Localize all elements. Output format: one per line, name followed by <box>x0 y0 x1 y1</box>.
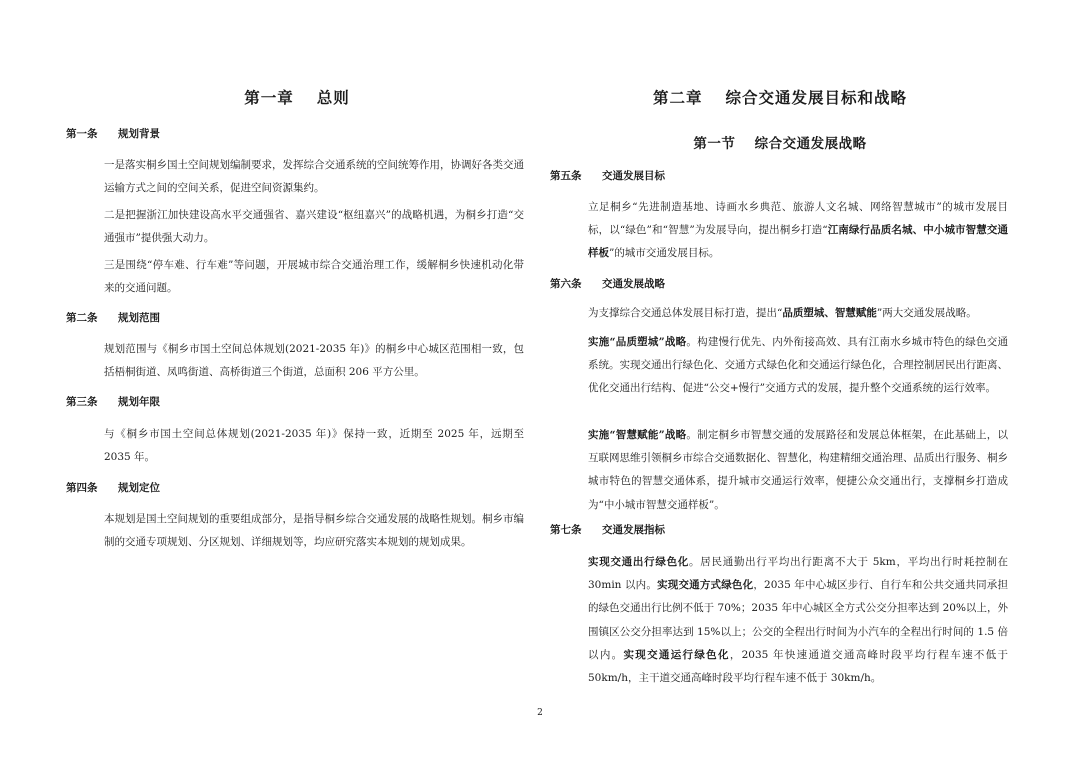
indicator-mode-text: ，2035 年中心城区步行、自行车和公共交通共同承担的绿色交通出行比例不低于 70%；2035 年中心城区全方式公交分担率达到 20%以上，外围镇区公交分担率达到 15%以上；公交的全程出行时间为小汽车的全程出行时间的 1.5 倍以内。 <box>588 579 1008 661</box>
article-1-paragraph-1: 一是落实桐乡国土空间规划编制要求，发挥综合交通系统的空间统筹作用，协调好各类交通运输方式之间的空间关系，促进空间资源集约。 <box>104 159 524 195</box>
article-1-number: 第一条 <box>66 128 98 140</box>
article-2-paragraph-1: 规划范围与《桐乡市国土空间总体规划(2021-2035 年)》的桐乡中心城区范围相一致，包括梧桐街道、凤鸣街道、高桥街道三个街道，总面积 206 平方公里。 <box>104 343 524 379</box>
smart-strategy-label: 实施“智慧赋能”战略 <box>588 429 687 441</box>
article-5-heading <box>550 168 665 183</box>
article-2-title: 规划范围 <box>118 312 160 324</box>
article-6-text-end: ”两大交通发展战略。 <box>876 307 977 319</box>
smart-strategy-text: 。制定桐乡市智慧交通的发展路径和发展总体框架，在此基础上，以互联网思维引领桐乡市综合交通数据化、智慧化，构建精细交通治理、品质出行服务、桐乡城市特色的智慧交通体系，提升城市交通运行效率，便捷公众交通出行，支撑桐乡打造成为“中小城市智慧交通样板”。 <box>588 429 1008 511</box>
page-number: 2 <box>537 708 543 718</box>
article-7-heading <box>550 522 665 537</box>
article-7-title: 交通发展指标 <box>602 524 665 536</box>
article-6-text-start: 为支撑综合交通总体发展目标打造，提出“ <box>588 307 783 319</box>
indicator-travel-text: 。居民通勤出行平均出行距离不大于 5km，平均出行时耗控制在 30min 以内。 <box>588 556 1009 592</box>
article-6-paragraph-2 <box>588 331 1008 401</box>
chapter-1-title: 第一章 总则 <box>244 89 350 107</box>
indicator-operation-label: 实现交通运行绿色化 <box>623 648 730 661</box>
article-5-goal-highlight: 江南绿行品质名城、中小城市智慧交通样板 <box>588 224 1009 260</box>
article-3-heading <box>66 394 160 409</box>
article-3-title: 规划年限 <box>118 396 160 408</box>
article-4-number: 第四条 <box>66 482 98 494</box>
article-1-paragraph-3: 三是围绕“停车难、行车难”等问题，开展城市综合交通治理工作，缓解桐乡快速机动化带来的交通问题。 <box>104 259 524 295</box>
article-5-text-end: ”的城市交通发展目标。 <box>609 247 720 260</box>
article-4-paragraph-1: 本规划是国土空间规划的重要组成部分，是指导桐乡综合交通发展的战略性规划。桐乡市编制的交通专项规划、分区规划、详细规划等，均应研究落实本规划的规划成果。 <box>104 513 524 549</box>
article-5-number: 第五条 <box>550 170 582 182</box>
article-1-heading <box>66 126 160 141</box>
quality-strategy-label: 实施“品质塑城”战略 <box>588 336 687 348</box>
article-6-strategy-highlight: 品质塑城、智慧赋能 <box>782 307 877 319</box>
article-6-heading <box>550 276 665 291</box>
section-1-title: 第一节 综合交通发展战略 <box>693 136 867 152</box>
article-2-number: 第二条 <box>66 312 98 324</box>
article-3-paragraph-1: 与《桐乡市国土空间总体规划(2021-2035 年)》保持一致，近期至 2025 年，远期至 2035 年。 <box>104 428 524 464</box>
indicator-travel-label: 实现交通出行绿色化 <box>588 556 690 568</box>
chapter-2-title: 第二章 综合交通发展目标和战略 <box>653 89 907 107</box>
indicator-operation-text: ，2035 年快速通道交通高峰时段平均行程车速不低于 50km/h，主干道交通高峰时段平均行程车速不低于 30km/h。 <box>588 648 1009 685</box>
indicator-mode-label: 实现交通方式绿色化 <box>657 579 754 592</box>
article-4-title: 规划定位 <box>118 482 160 494</box>
article-5-title: 交通发展目标 <box>602 170 665 182</box>
article-6-title: 交通发展战略 <box>602 278 665 290</box>
article-5-text-start: 立足桐乡“先进制造基地、诗画水乡典范、旅游人文名城、网络智慧城市”的城市发展目标，以“绿色”和“智慧”为发展导向，提出桐乡打造“ <box>588 201 1008 237</box>
quality-strategy-text: 。构建慢行优先、内外衔接高效、具有江南水乡城市特色的绿色交通系统。实现交通出行绿色化、交通方式绿色化和交通运行绿色化，合理控制居民出行距离、优化交通出行结构、促进“公交+慢行”交通方式的发展，提升整个交通系统的运行效率。 <box>588 336 1008 395</box>
article-1-title: 规划背景 <box>118 128 160 140</box>
article-3-number: 第三条 <box>66 396 98 408</box>
article-6-number: 第六条 <box>550 278 582 290</box>
article-7-paragraph-1 <box>588 551 1008 690</box>
article-1-paragraph-2: 二是把握浙江加快建设高水平交通强省、嘉兴建设“枢纽嘉兴”的战略机遇，为桐乡打造“交通强市”提供强大动力。 <box>104 209 524 245</box>
article-6-paragraph-1 <box>588 302 1008 325</box>
article-2-heading <box>66 310 160 325</box>
article-6-paragraph-3 <box>588 424 1008 517</box>
article-4-heading <box>66 480 160 495</box>
article-5-paragraph-1 <box>588 196 1008 266</box>
article-7-number: 第七条 <box>550 524 582 536</box>
